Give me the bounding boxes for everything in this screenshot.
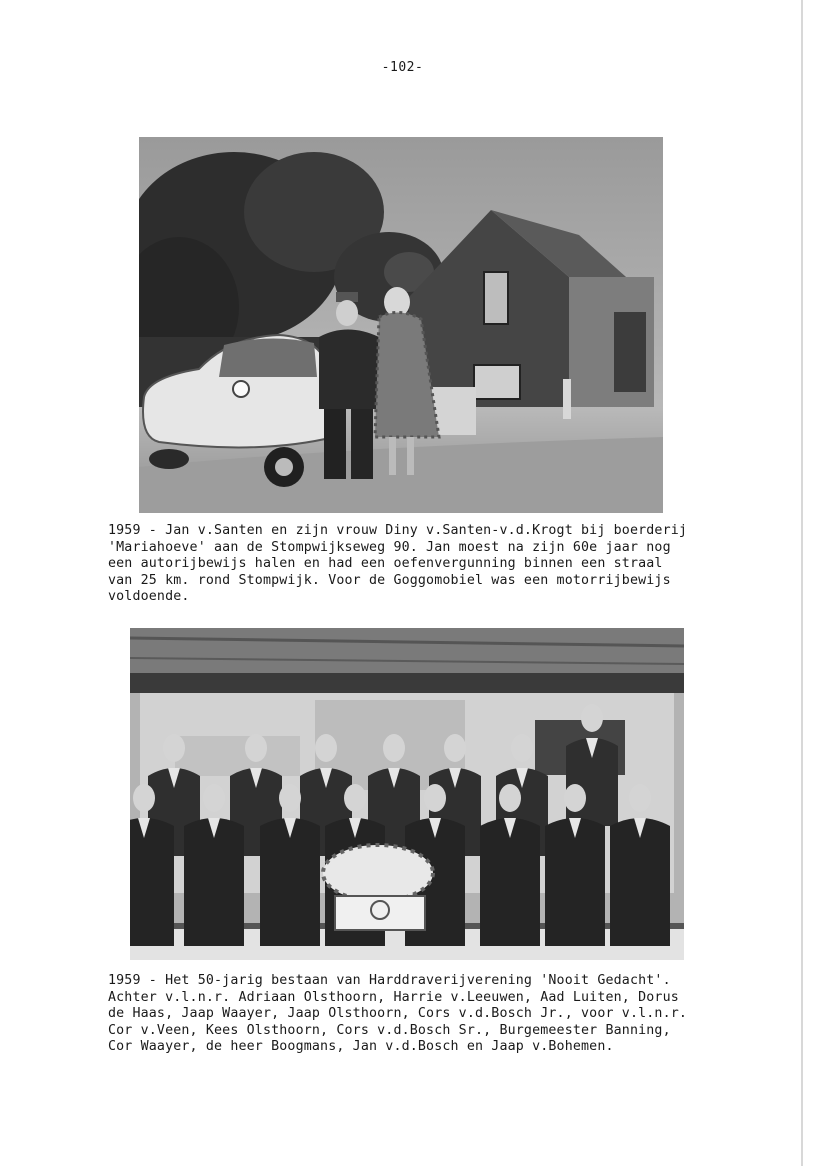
photo-caption-1 xyxy=(108,523,687,606)
photo-couple-with-microcar xyxy=(139,137,663,513)
caption-line: Cor v.Veen, Kees Olsthoorn, Cors v.d.Bosch Sr., Burgemeester Banning, xyxy=(108,1022,671,1038)
caption-line: 1959 - Jan v.Santen en zijn vrouw Diny v.Santen-v.d.Krogt bij boerderij xyxy=(108,523,688,538)
caption-line: 'Mariahoeve' aan de Stompwijkseweg 90. Jan moest na zijn 60e jaar nog xyxy=(108,539,671,555)
caption-line: de Haas, Jaap Waayer, Jaap Olsthoorn, Cors v.d.Bosch Jr., voor v.l.n.r. xyxy=(108,1006,688,1022)
page-number: -102- xyxy=(381,60,424,75)
caption-line: Cor Waayer, de heer Boogmans, Jan v.d.Bosch en Jaap v.Bohemen. xyxy=(108,1039,614,1055)
caption-line: 1959 - Het 50-jarig bestaan van Harddraverijverening 'Nooit Gedacht'. xyxy=(108,973,671,988)
caption-line: een autorijbewijs halen en had een oefenvergunning binnen een straal xyxy=(108,556,663,572)
caption-line: van 25 km. rond Stompwijk. Voor de Goggomobiel was een motorrijbewijs xyxy=(108,572,671,588)
photo-group-portrait xyxy=(130,628,684,960)
photo-caption-2 xyxy=(108,973,687,1056)
caption-line: Achter v.l.n.r. Adriaan Olsthoorn, Harrie v.Leeuwen, Aad Luiten, Dorus xyxy=(108,989,679,1005)
page-edge-line xyxy=(801,0,803,1166)
caption-line: voldoende. xyxy=(108,589,190,605)
